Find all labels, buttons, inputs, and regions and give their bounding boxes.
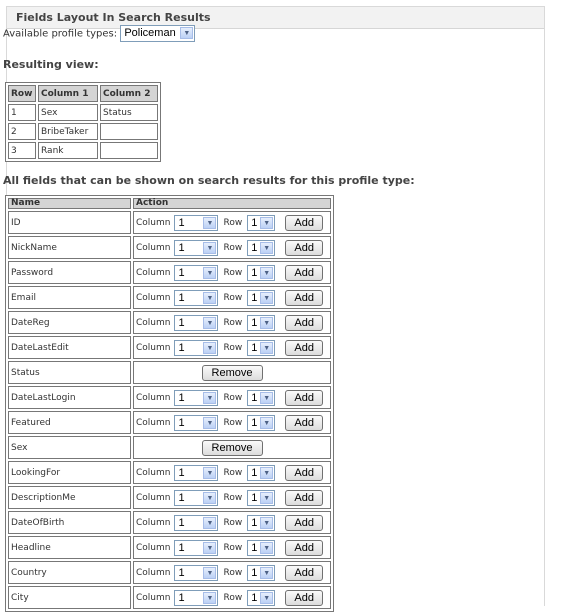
fields-section-title: All fields that can be shown on search results for this profile type: [3,174,415,187]
row-label: Row [223,592,243,603]
cell-row-number: 2 [8,123,36,140]
row-label: Row [223,492,243,503]
add-button[interactable]: Add [285,415,323,431]
field-action [133,511,331,534]
chevron-down-icon: ▼ [260,317,273,329]
column-select[interactable] [174,390,218,406]
resulting-view-title: Resulting view: [3,58,99,71]
chevron-down-icon: ▼ [260,592,273,604]
row-select[interactable] [247,415,275,431]
column-select-value: 1 [178,466,185,479]
column-label: Column [136,417,171,428]
remove-button[interactable]: Remove [202,440,263,456]
profile-type-select[interactable] [120,25,195,42]
row-select-value: 1 [251,566,258,579]
column-select-value: 1 [178,291,185,304]
column-select[interactable] [174,490,218,506]
chevron-down-icon: ▼ [260,217,273,229]
table-row [8,561,331,584]
column-label: Column [136,342,171,353]
table-row [8,586,331,609]
column-select[interactable] [174,590,218,606]
column-select[interactable] [174,565,218,581]
column-select[interactable] [174,465,218,481]
field-name: ID [8,211,131,234]
column-label: Column [136,467,171,478]
cell-column-2 [100,142,158,159]
resulting-view-col-row: Row [8,85,36,102]
chevron-down-icon: ▼ [260,542,273,554]
field-action [133,286,331,309]
row-select-value: 1 [251,541,258,554]
chevron-down-icon: ▼ [203,267,216,279]
field-action [133,486,331,509]
panel-title: Fields Layout In Search Results [16,11,211,24]
chevron-down-icon: ▼ [260,342,273,354]
column-select[interactable] [174,290,218,306]
add-button[interactable]: Add [285,465,323,481]
add-button[interactable]: Add [285,565,323,581]
field-name: Email [8,286,131,309]
field-name: DateReg [8,311,131,334]
resulting-view-header-row [8,85,158,102]
chevron-down-icon: ▼ [260,492,273,504]
field-action [133,436,331,459]
column-label: Column [136,292,171,303]
table-row [8,123,158,140]
row-select[interactable] [247,590,275,606]
fields-col-name: Name [8,198,131,209]
column-label: Column [136,267,171,278]
profile-type-label: Available profile types: [3,28,118,40]
field-action [133,211,331,234]
column-label: Column [136,567,171,578]
chevron-down-icon: ▼ [203,467,216,479]
row-select[interactable] [247,515,275,531]
row-select-value: 1 [251,341,258,354]
column-select[interactable] [174,340,218,356]
chevron-down-icon: ▼ [260,292,273,304]
field-name: Status [8,361,131,384]
row-select-value: 1 [251,241,258,254]
cell-row-number: 3 [8,142,36,159]
column-label: Column [136,217,171,228]
table-row [8,286,331,309]
field-action [133,411,331,434]
table-row [8,386,331,409]
column-label: Column [136,492,171,503]
add-button[interactable]: Add [285,490,323,506]
row-select-value: 1 [251,491,258,504]
column-label: Column [136,542,171,553]
profile-type-line [3,25,195,43]
field-action [133,236,331,259]
fields-col-action: Action [133,198,331,209]
cell-column-2 [100,123,158,140]
row-select[interactable] [247,490,275,506]
field-name: Country [8,561,131,584]
column-label: Column [136,392,171,403]
row-select-value: 1 [251,316,258,329]
row-select-value: 1 [251,216,258,229]
row-select[interactable] [247,265,275,281]
table-row [8,486,331,509]
column-select-value: 1 [178,491,185,504]
chevron-down-icon: ▼ [260,567,273,579]
row-label: Row [223,267,243,278]
table-row [8,411,331,434]
chevron-down-icon: ▼ [260,417,273,429]
add-button[interactable]: Add [285,215,323,231]
column-select-value: 1 [178,391,185,404]
add-button[interactable]: Add [285,540,323,556]
cell-row-number: 1 [8,104,36,121]
row-select[interactable] [247,315,275,331]
add-button[interactable]: Add [285,265,323,281]
field-name: DescriptionMe [8,486,131,509]
row-label: Row [223,417,243,428]
fields-header-row [8,198,331,209]
field-action [133,586,331,609]
row-select-value: 1 [251,416,258,429]
cell-column-2: Status [100,104,158,121]
chevron-down-icon: ▼ [180,27,193,39]
field-action [133,461,331,484]
fields-table [5,195,334,612]
row-select[interactable] [247,340,275,356]
field-action [133,261,331,284]
column-select-value: 1 [178,216,185,229]
chevron-down-icon: ▼ [203,567,216,579]
field-name: NickName [8,236,131,259]
column-select-value: 1 [178,341,185,354]
column-label: Column [136,317,171,328]
column-select-value: 1 [178,316,185,329]
column-select-value: 1 [178,541,185,554]
resulting-view-col-2: Column 2 [100,85,158,102]
table-row [8,511,331,534]
row-select[interactable] [247,240,275,256]
chevron-down-icon: ▼ [203,492,216,504]
cell-column-1: Rank [38,142,98,159]
table-row [8,461,331,484]
column-select[interactable] [174,540,218,556]
chevron-down-icon: ▼ [260,467,273,479]
field-name: LookingFor [8,461,131,484]
field-name: Password [8,261,131,284]
column-select-value: 1 [178,566,185,579]
field-action [133,386,331,409]
chevron-down-icon: ▼ [260,267,273,279]
row-label: Row [223,517,243,528]
column-select-value: 1 [178,241,185,254]
table-row [8,361,331,384]
chevron-down-icon: ▼ [203,517,216,529]
chevron-down-icon: ▼ [203,317,216,329]
row-label: Row [223,392,243,403]
table-row [8,261,331,284]
column-label: Column [136,592,171,603]
chevron-down-icon: ▼ [203,592,216,604]
chevron-down-icon: ▼ [203,417,216,429]
column-select-value: 1 [178,516,185,529]
column-select[interactable] [174,265,218,281]
add-button[interactable]: Add [285,590,323,606]
field-name: DateLastLogin [8,386,131,409]
row-label: Row [223,567,243,578]
row-label: Row [223,292,243,303]
field-name: Featured [8,411,131,434]
resulting-view-table [5,82,161,162]
resulting-view-col-1: Column 1 [38,85,98,102]
column-label: Column [136,242,171,253]
column-select-value: 1 [178,416,185,429]
chevron-down-icon: ▼ [203,392,216,404]
add-button[interactable]: Add [285,515,323,531]
field-action [133,311,331,334]
column-select[interactable] [174,515,218,531]
profile-type-value: Policeman [124,27,176,39]
field-action [133,561,331,584]
row-label: Row [223,242,243,253]
table-row [8,436,331,459]
add-button[interactable]: Add [285,340,323,356]
table-row [8,536,331,559]
cell-column-1: Sex [38,104,98,121]
row-select-value: 1 [251,291,258,304]
table-row [8,142,158,159]
row-select-value: 1 [251,391,258,404]
field-action [133,336,331,359]
table-row [8,211,331,234]
row-select[interactable] [247,465,275,481]
add-button[interactable]: Add [285,240,323,256]
row-select[interactable] [247,215,275,231]
row-label: Row [223,317,243,328]
chevron-down-icon: ▼ [260,517,273,529]
field-name: City [8,586,131,609]
table-row [8,336,331,359]
table-row [8,104,158,121]
field-name: Headline [8,536,131,559]
chevron-down-icon: ▼ [203,292,216,304]
row-label: Row [223,542,243,553]
remove-button[interactable]: Remove [202,365,263,381]
row-select-value: 1 [251,466,258,479]
chevron-down-icon: ▼ [260,392,273,404]
table-row [8,236,331,259]
chevron-down-icon: ▼ [203,542,216,554]
add-button[interactable]: Add [285,290,323,306]
chevron-down-icon: ▼ [203,242,216,254]
column-select[interactable] [174,315,218,331]
row-select-value: 1 [251,591,258,604]
column-select[interactable] [174,240,218,256]
cell-column-1: BribeTaker [38,123,98,140]
column-label: Column [136,517,171,528]
row-select-value: 1 [251,516,258,529]
add-button[interactable]: Add [285,315,323,331]
chevron-down-icon: ▼ [203,342,216,354]
column-select[interactable] [174,215,218,231]
row-select-value: 1 [251,266,258,279]
chevron-down-icon: ▼ [260,242,273,254]
table-row [8,311,331,334]
field-action [133,536,331,559]
column-select[interactable] [174,415,218,431]
field-name: DateOfBirth [8,511,131,534]
row-select[interactable] [247,565,275,581]
row-label: Row [223,342,243,353]
row-select[interactable] [247,290,275,306]
add-button[interactable]: Add [285,390,323,406]
field-name: DateLastEdit [8,336,131,359]
row-select[interactable] [247,390,275,406]
chevron-down-icon: ▼ [203,217,216,229]
row-label: Row [223,217,243,228]
column-select-value: 1 [178,266,185,279]
row-select[interactable] [247,540,275,556]
row-label: Row [223,467,243,478]
column-select-value: 1 [178,591,185,604]
field-action [133,361,331,384]
field-name: Sex [8,436,131,459]
